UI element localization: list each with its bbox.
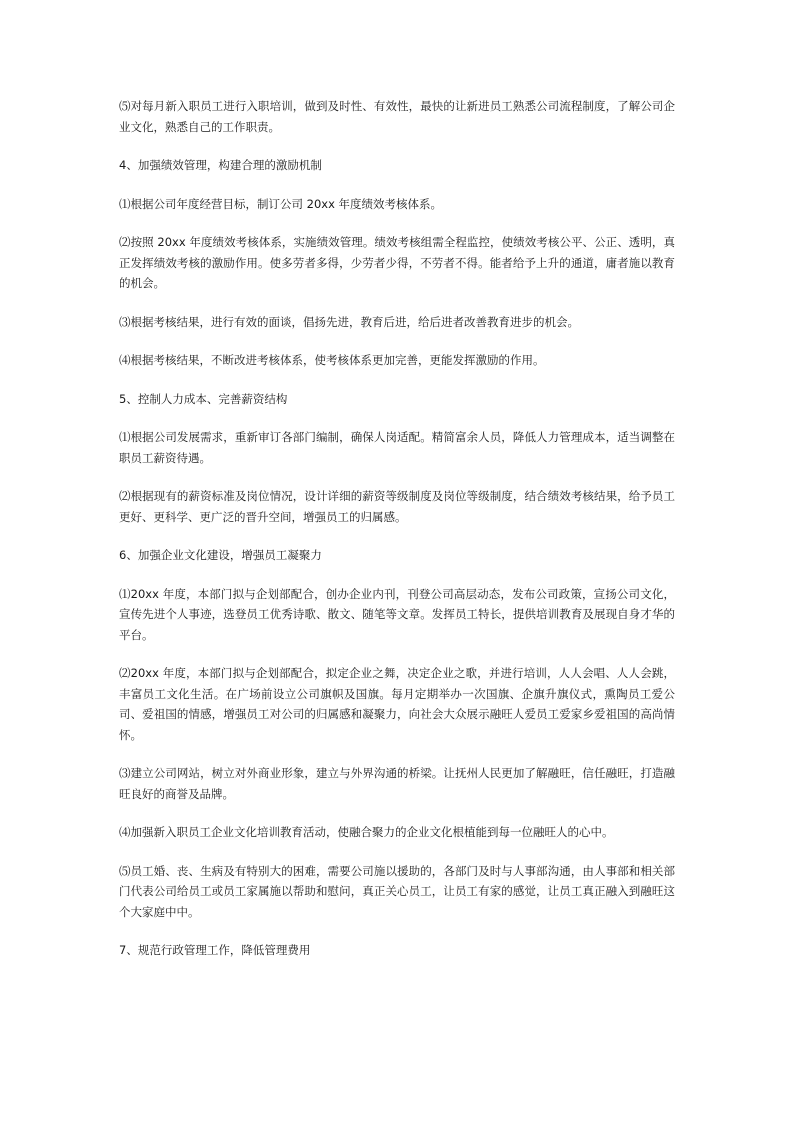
paragraph: ⑵根据现有的薪资标准及岗位情况，设计详细的薪资等级制度及岗位等级制度，结合绩效考核结果，给予员工更好、更科学、更广泛的晋升空间，增强员工的归属感。 — [119, 489, 675, 524]
document-page — [119, 96, 675, 979]
section-heading: 5、控制人力成本、完善薪资结构 — [119, 391, 288, 406]
paragraph: ⑴根据公司年度经营目标，制订公司 20xx 年度绩效考核体系。 — [119, 196, 443, 211]
paragraph: ⑶根据考核结果，进行有效的面谈，倡扬先进，教育后进，给后进者改善教育进步的机会。 — [119, 314, 579, 329]
section-heading: 7、规范行政管理工作，降低管理费用 — [119, 943, 311, 957]
paragraph: ⑵20xx 年度，本部门拟与企划部配合，拟定企业之舞，决定企业之歌，并进行培训，人人会唱、人人会跳，丰富员工文化生活。在广场前设立公司旗帜及国旗。每月定期举办一次国旗、企旗升旗仪式，熏陶员工爱公司、爱祖国的情感，增强员工对公司的归属感和凝聚力，向社会大众展示融旺人爱员工爱家乡爱祖国的高尚情怀。 — [119, 666, 675, 742]
paragraph: ⑵按照 20xx 年度绩效考核体系，实施绩效管理。绩效考核组需全程监控，使绩效考核公平、公正、透明，真正发挥绩效考核的激励作用。使多劳者多得，少劳者少得，不劳者不得。能者给予上升的通道，庸者施以教育的机会。 — [119, 235, 675, 290]
section-heading: 4、加强绩效管理，构建合理的激励机制 — [119, 158, 322, 172]
paragraph: ⑷根据考核结果，不断改进考核体系，使考核体系更加完善，更能发挥激励的作用。 — [119, 353, 545, 367]
paragraph: ⑴20xx 年度，本部门拟与企划部配合，创办企业内刊，刊登公司高层动态，发布公司政策，宣扬公司文化，宣传先进个人事迹，选登员工优秀诗歌、散文、随笔等文章。发挥员工特长，提供培训教育及展现自身才华的平台。 — [119, 586, 675, 642]
section-heading: 6、加强企业文化建设，增强员工凝聚力 — [119, 548, 322, 562]
paragraph: ⑶建立公司网站，树立对外商业形象，建立与外界沟通的桥梁。让抚州人民更加了解融旺，信任融旺，打造融旺良好的商誉及品牌。 — [119, 766, 675, 801]
paragraph: ⑴根据公司发展需求，重新审订各部门编制，确保人岗适配。精简富余人员，降低人力管理成本，适当调整在职员工薪资待遇。 — [119, 430, 675, 465]
paragraph: ⑷加强新入职员工企业文化培训教育活动，使融合聚力的企业文化根植能到每一位融旺人的心中。 — [119, 825, 614, 839]
paragraph: ⑸对每月新入职员工进行入职培训，做到及时性、有效性，最快的让新进员工熟悉公司流程制度，了解公司企业文化，熟悉自己的工作职责。 — [119, 99, 675, 134]
paragraph: ⑸员工婚、丧、生病及有特别大的困难，需要公司施以援助的，各部门及时与人事部沟通，由人事部和相关部门代表公司给员工或员工家属施以帮助和慰问，真正关心员工，让员工有家的感觉，让员工真正融入到融旺这个大家庭中中。 — [119, 863, 675, 919]
